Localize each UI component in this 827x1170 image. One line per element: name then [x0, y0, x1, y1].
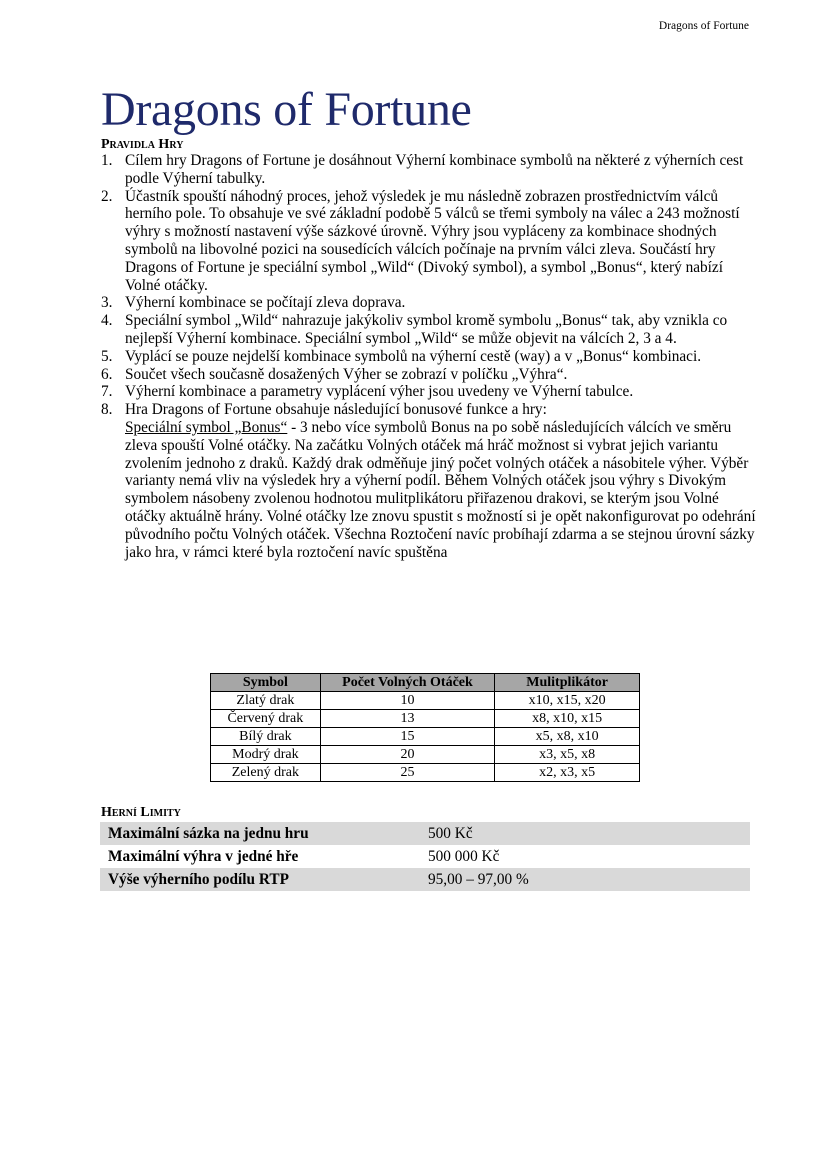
- cell-multiplier: x2, x3, x5: [495, 764, 640, 782]
- rule-text: Cílem hry Dragons of Fortune je dosáhnout Výherní kombinace symbolů na některé z výherních cest podle Výherní tabulky.: [125, 152, 744, 187]
- limit-row: [100, 822, 750, 845]
- cell-free-spins: 13: [320, 710, 494, 728]
- rule-number: 1.: [101, 152, 113, 169]
- cell-symbol: Modrý drak: [211, 746, 321, 764]
- bonus-description: - 3 nebo více symbolů Bonus na po sobě následujících válcích ve směru zleva spouští Volné otáčky. Na začátku Volných otáček má hráč možnost si vybrat jejich variantu zvolením jednoho z draků. Každý drak odměňuje jiný počet volných otáček a násobitele výher. Výběr varianty nemá vliv na výsledek hry a výherní podíl. Během Volných otáček jsou výhry s Divokým symbolem násobeny zvolenou hodnotou mulitplikátoru přiřazenou drakovi, se kterým jsou Volné otáčky aktuálně hrány. Volné otáčky lze znovu spustit s možností si je opět nakonfigurovat po odehrání původního počtu Volných otáček. Všechna Roztočení navíc probíhají zdarma a se stejnou úrovní sázky jako hra, v rámci které byla roztočení navíc spuštěna: [125, 418, 756, 561]
- dragons-table: [210, 673, 640, 782]
- rule-text: Výherní kombinace a parametry vyplácení výher jsou uvedeny ve Výherní tabulce.: [125, 383, 634, 401]
- cell-free-spins: 25: [320, 764, 494, 782]
- rule-text: Vyplácí se pouze nejdelší kombinace symbolů na výherní cestě (way) a v „Bonus“ kombinaci.: [125, 347, 702, 365]
- header-symbol: Symbol: [211, 674, 321, 692]
- rule-text: Výherní kombinace se počítají zleva doprava.: [125, 294, 406, 312]
- limit-value: 500 Kč: [420, 822, 750, 845]
- rules-list: [101, 152, 761, 561]
- rule-item: [101, 152, 761, 188]
- limit-value: 95,00 – 97,00 %: [420, 868, 750, 891]
- rule-number: 8.: [101, 401, 113, 419]
- limits-table: [100, 822, 750, 891]
- bonus-label: Speciální symbol „Bonus“: [125, 418, 288, 436]
- page-title: Dragons of Fortune: [101, 83, 472, 136]
- rule-number: 2.: [101, 187, 113, 205]
- rule-item: [101, 383, 761, 401]
- limit-label: Výše výherního podílu RTP: [100, 868, 420, 891]
- table-row: [211, 710, 640, 728]
- rule-item: [101, 366, 761, 384]
- rule-number: 4.: [101, 312, 113, 330]
- rule-text: Hra Dragons of Fortune obsahuje následující bonusové funkce a hry:: [125, 401, 547, 419]
- rule-text: Účastník spouští náhodný proces, jehož výsledek je mu následně zobrazen prostřednictvím válců herního pole. To obsahuje ve své základní podobě 5 válců se třemi symboly na válec a 243 možností výhry s možností nastavení výše sázkové úrovně. Výhry jsou vypláceny za kombinace shodných symbolů na libovolné pozici na sousedících válcích počínaje na prvním válci zleva. Součástí hry Dragons of Fortune je speciální symbol „Wild“ (Divoký symbol), a symbol „Bonus“, který nabízí Volné otáčky.: [125, 187, 740, 294]
- cell-multiplier: x8, x10, x15: [495, 710, 640, 728]
- limit-row: [100, 868, 750, 891]
- rule-text: Součet všech současně dosažených Výher se zobrazí v políčku „Výhra“.: [125, 365, 568, 383]
- rule-item: [101, 401, 761, 561]
- cell-symbol: Bílý drak: [211, 728, 321, 746]
- header-free-spins: Počet Volných Otáček: [320, 674, 494, 692]
- limit-label: Maximální sázka na jednu hru: [100, 822, 420, 845]
- rule-number: 3.: [101, 294, 113, 312]
- cell-free-spins: 10: [320, 692, 494, 710]
- limits-heading: Herní Limity: [101, 805, 181, 820]
- running-header: Dragons of Fortune: [658, 20, 749, 32]
- cell-free-spins: 15: [320, 728, 494, 746]
- rule-number: 5.: [101, 347, 113, 365]
- table-row: [211, 764, 640, 782]
- cell-free-spins: 20: [320, 746, 494, 764]
- rule-item: [101, 294, 761, 312]
- cell-symbol: Zlatý drak: [211, 692, 321, 710]
- table-row: [211, 692, 640, 710]
- rule-item: [101, 312, 761, 348]
- rule-number: 6.: [101, 365, 113, 383]
- header-multiplier: Mulitplikátor: [495, 674, 640, 692]
- cell-symbol: Zelený drak: [211, 764, 321, 782]
- rule-number: 7.: [101, 383, 113, 401]
- rule-item: [101, 188, 761, 295]
- limit-label: Maximální výhra v jedné hře: [108, 847, 299, 865]
- cell-multiplier: x3, x5, x8: [495, 746, 640, 764]
- limit-value: 500 000 Kč: [428, 847, 500, 865]
- table-row: [211, 746, 640, 764]
- rule-text: Speciální symbol „Wild“ nahrazuje jakýkoliv symbol kromě symbolu „Bonus“ tak, aby vznikla co nejlepší Výherní kombinace. Speciální symbol „Wild“ se může objevit na válcích 2, 3 a 4.: [125, 312, 728, 347]
- cell-multiplier: x10, x15, x20: [495, 692, 640, 710]
- limit-row: [100, 845, 750, 868]
- table-header-row: [211, 674, 640, 692]
- cell-symbol: Červený drak: [211, 710, 321, 728]
- table-row: [211, 728, 640, 746]
- rules-heading: Pravidla Hry: [101, 137, 184, 152]
- rule-item: [101, 348, 761, 366]
- cell-multiplier: x5, x8, x10: [495, 728, 640, 746]
